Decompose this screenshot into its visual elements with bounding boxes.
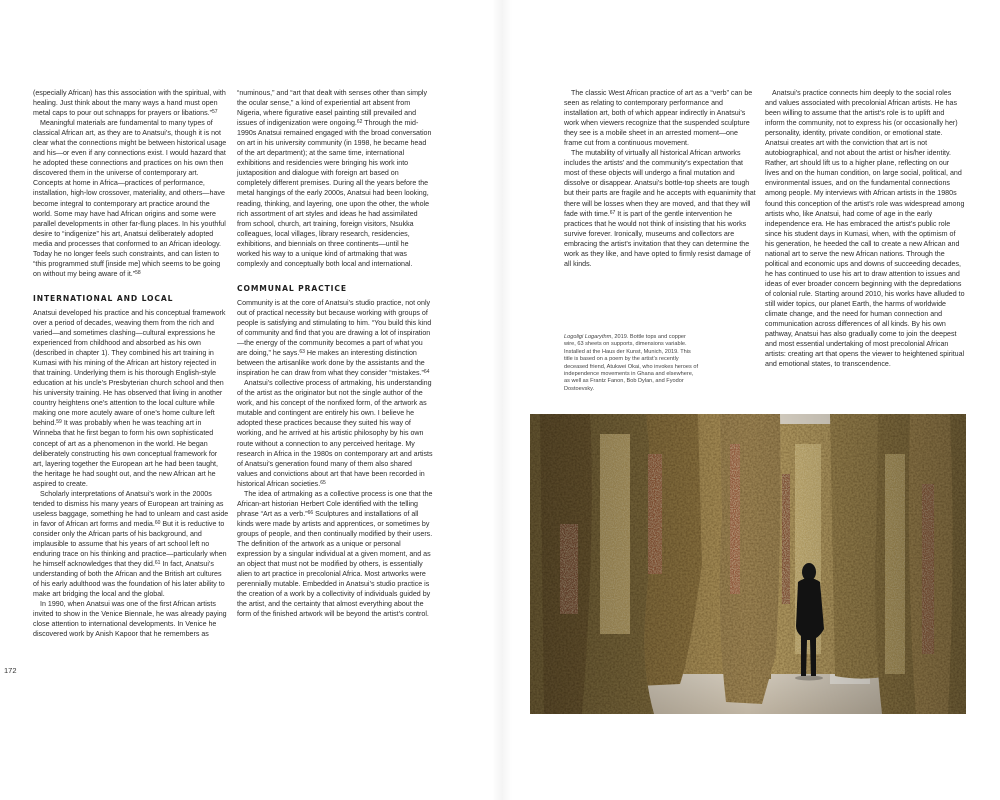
- paragraph: Scholarly interpretations of Anatsui’s work in the 2000s tended to dismiss his many years of European art training as useless baggage, something he had to unlearn and cast aside in favor of African art forms and media.$^{60}$ But it is reductive to consider only the African parts of his background, and implausible to assume that his years of art school left no enduring trace on his thinking and practice—particularly when he himself acknowledges that they did.$^{61}$ In fact, Anatsui’s understanding of both the African and the British art cultures of his early adulthood was the foundation of his later ability to make art bridging the local and the global.: [33, 489, 229, 599]
- paragraph: (especially African) has this association with the spiritual, with healing. Just think about the many ways a hand must open metal caps to pour out schnapps for prayers or libations.”$^{57}$: [33, 89, 226, 118]
- paragraph: The mutability of virtually all historical African artworks includes the artists’ and the community’s expectation that most of these objects will undergo a final mutation and dissolve or disappear. Anatsui’s bottle-top sheets are tough but their parts are fragile and he accepts with equanimity that there will be losses when they are moved, and that they will fade with time.$^{67}$ It is part of the gentle intervention he practices that he would not think of insisting that his works survive forever. Ironically, museums and collectors are embracing the artist’s invitation that they can determine the work as they like, and have opted to firmly resist damage of all kinds.: [564, 149, 756, 268]
- paragraph: In 1990, when Anatsui was one of the first African artists invited to show in the Venice Biennale, he was already paying close attention to international developments. In Venice he discovered work by Anish Kapoor that he remembers as: [33, 600, 227, 639]
- photo-illustration: [530, 414, 966, 714]
- paragraph: Community is at the core of Anatsui’s studio practice, not only out of practical necessity but because working with groups of people is satisfying and stimulating to him. “You build this kind of community and find that you are drawing a lot of inspiration—the energy of the community becomes a part of what you are doing,” he says.$^{63}$ He makes an interesting distinction between the artisanlike work done by the assistants and the inspiration he can draw from what they consider “mistakes.”$^{64}$: [237, 298, 432, 378]
- column-3: [564, 88, 756, 269]
- paragraph: Anatsui’s practice connects him deeply to the social roles and values associated with precolonial African artists. He has been willing to assume that the artist’s role is to uplift and inform the community, not to express his (or occasionally her) personality, identity, private condition, or emotional state. Anatsui creates art with the conviction that art is not autobiographical, and not about the artist or his/her identity. Rather, art should lift us to a higher plane, reflecting on our lives and on the human condition, on large social, political, and environmental issues, and on the fundamental connections among people. My interviews with African artists in the 1980s found this conception of the artist’s role was widespread among artists who, like Anatsui, had come of age in the early independence era. He has embraced the artist’s public role since his student days in Kumasi, when, with the optimism of his generation, he heeded the call to create a new African and national art to serve the new African nations. Through the political and economic ups and downs of succeeding decades, he has continued to use his art to draw attention to issues and ideas of ever broader concern beginning with the depredations of colonial rule. Starting around 2010, his works have alluded to still wider topics, our planet Earth, the harms of worldwide climate change, and the need for human connection and communication across differences of all kinds. By his own pathway, Anatsui has also gradually come to join the deepest and most essential undertaking of most precolonial African artists: creating art that opens the viewer to heightened spiritual and emotional states, to transcendence.: [765, 89, 965, 369]
- paragraph: The idea of artmaking as a collective process is one that the African-art historian Herbert Cole identified with the telling phrase “Art as a verb.”$^{66}$ Sculptures and installations of all kinds were made by artists and apprentices, or sometimes by groups of people, and then continually modified by their users. The definition of the artwork as a unique or personal expression by a singular individual at a given moment, and as an object that must not be modified by others, is essentially alien to art practice in precolonial Africa. Most artworks were perennially mutable. Embedded in Anatsui’s studio practice is the creation of a work by a collectivity of individuals guided by the artist, and the certainty that almost everything about the form of the finished artwork will be beyond the artist’s control.: [237, 489, 433, 619]
- artwork-title: Logoligi Logarythm: [564, 334, 612, 340]
- caption-text: , 2019. Bottle tops and copper wire, 63 sheets on supports, dimensions variable. Installed at the Haus der Kunst, Munich, 2019. This title is based on a poem by the artist’s recently deceased friend, Atukwei Okai, who invokes heroes of independence movements in Ghana and elsewhere, as well as Frantz Fanon, Bob Dylan, and Fyodor Dostoevsky.: [564, 334, 699, 392]
- page-number: 172: [4, 666, 17, 675]
- paragraph: The classic West African practice of art as a “verb” can be seen as relating to contemporary performance and installation art, both of which appear indirectly in Anatsui’s work when viewers recognize that the suspended sculpture they see is a mobile sheet in an arrested moment—one frame cut from a continuous movement.: [564, 89, 753, 148]
- column-1: [33, 88, 229, 639]
- paragraph: Anatsui’s collective process of artmaking, his understanding of the artist as the originator but not the single author of the work, and his concept of the nonfixed form, of the artwork as mutable and contingent are entirely his own. I believe he adopted these practices because they suited his way of working, and he arrived at his artistic philosophy by his own route without a connection to any perceived heritage. My research in Africa in the 1980s on contemporary art and artists of Anatsui’s generation found many of them also shared values and convictions about art that have been recorded in historical African societies.$^{65}$: [237, 379, 433, 488]
- photo-caption: [564, 334, 698, 393]
- paragraph: Anatsui developed his practice and his conceptual framework over a period of decades, weaving them from the rich and varied—and sometimes clashing—cultural expressions he experienced from childhood and absorbed as his own (described in chapter 1). They combined his art training in Kumasi with his mining of the African art history rejected in that training. Underlying them is his thorough English-style education at his uncle’s Presbyterian church school and then his university training. He has observed that living in another country heightens one’s attention to the local culture while making one more acutely aware of one’s home culture left behind.$^{59}$ It was probably when he was teaching art in Winneba that he first began to form his own sophisticated concept of art as a phenomenon in the world. He began deliberately constructing his own conceptual framework for art, layering together the European art he had been taught, the heritage he had sought out, and the new African art he aspired to create.: [33, 308, 226, 488]
- paragraph: Meaningful materials are fundamental to many types of classical African art, as they are to Anatsui’s, though it is not clear what the connections might be between historical usage and his—or even if any connections exist. I would hazard that he adopted these connections and practices on his own then discovered them in the universe of contemporary art. Concepts at home in Africa—practices of performance, installation, high-low crossover, materiality, and others—have become integral to contemporary art practice around the world. Some may have had African origins and some were parallel developments in other far-flung places. In his youthful desire to “indigenize” his art, Anatsui deliberately adopted media and processes that conformed to an African ideology. Today he no longer feels such constraints, and can listen to “this programmed stuff [inside me] which seems to be going on without my being aware of it.”$^{58}$: [33, 119, 227, 278]
- section-heading-international: INTERNATIONAL AND LOCAL: [33, 293, 174, 303]
- column-4: [765, 88, 965, 369]
- paragraph: “numinous,” and “art that dealt with senses other than simply the ocular sense,” a kind of experiential art absent from Nigeria, where figurative easel painting still prevailed and issues of indigenization were ongoing.$^{62}$ Through the mid-1990s Anatsui remained engaged with the broad conversation on art in his university community (in 1998, he became head of the art department); at the same time, international exhibitions and residencies were bringing his work into juxtaposition and dialogue with foreign art based on completely different premises. During all the years before the metal hangings of the early 2000s, Anatsui had been looking, reading, thinking, and layering, one upon the other, the whole rich assortment of art styles and ideas he had assimilated from school, church, art training, foreign visitors, Nsukka colleagues, local villages, library research, residencies, exhibitions, and biennials on three continents—until he worked his way to a unique kind of artmaking that was complexly and conceptually both local and international.: [237, 89, 432, 268]
- section-heading-communal: COMMUNAL PRACTICE: [237, 283, 347, 293]
- installation-photo: [530, 414, 966, 714]
- column-2: [237, 88, 433, 619]
- gutter-shadow: [492, 0, 512, 800]
